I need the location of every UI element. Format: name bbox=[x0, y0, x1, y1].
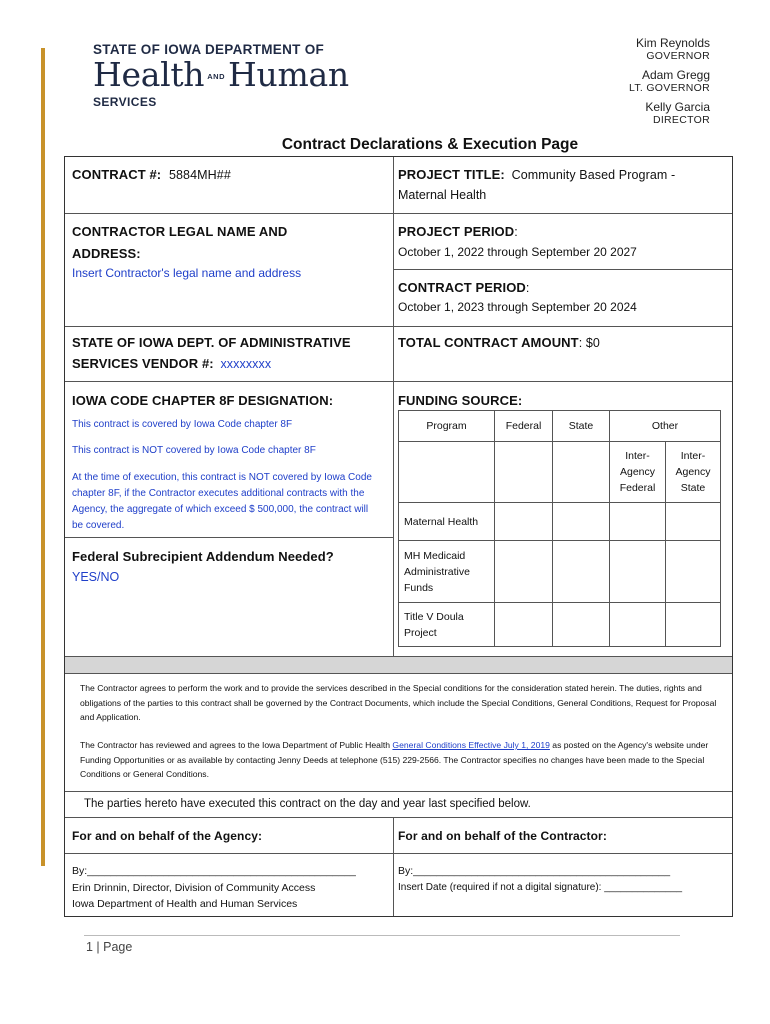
funding-input-ia-state[interactable] bbox=[666, 541, 721, 603]
official-governor bbox=[629, 36, 710, 62]
official-lt-governor bbox=[629, 68, 710, 94]
funding-header-other: Other bbox=[610, 411, 721, 442]
agency-logo bbox=[93, 42, 373, 116]
subrecipient-field[interactable]: YES/NO bbox=[72, 570, 120, 584]
vendor-number-field[interactable]: xxxxxxxx bbox=[220, 357, 272, 371]
official-name: Kim Reynolds bbox=[635, 36, 710, 50]
vendor-number bbox=[72, 356, 271, 371]
funding-program-name: Title V Doula Project bbox=[399, 603, 495, 647]
project-period-label: PROJECT PERIOD bbox=[398, 224, 515, 239]
footer-divider bbox=[84, 935, 680, 936]
row-divider bbox=[65, 326, 732, 327]
funding-input-ia-federal[interactable] bbox=[610, 541, 666, 603]
funding-input-ia-state[interactable] bbox=[666, 603, 721, 647]
funding-input-federal[interactable] bbox=[495, 541, 553, 603]
funding-header-state: State bbox=[553, 411, 610, 442]
contractor-signature-label: For and on behalf of the Contractor: bbox=[398, 829, 607, 843]
funding-input-state[interactable] bbox=[553, 541, 610, 603]
logo-line-3: SERVICES bbox=[93, 95, 157, 109]
row-divider bbox=[65, 791, 732, 792]
funding-row bbox=[399, 541, 721, 603]
project-title-label: PROJECT TITLE: bbox=[398, 167, 505, 182]
project-title bbox=[398, 167, 675, 182]
funding-input-ia-federal[interactable] bbox=[610, 503, 666, 541]
official-name: Adam Gregg bbox=[641, 68, 710, 82]
funding-table bbox=[398, 410, 721, 647]
funding-input-ia-state[interactable] bbox=[666, 503, 721, 541]
funding-source-label: FUNDING SOURCE: bbox=[398, 393, 523, 408]
funding-header-row bbox=[399, 411, 721, 442]
total-amount-value: : $0 bbox=[578, 336, 600, 350]
total-amount-label: TOTAL CONTRACT AMOUNT bbox=[398, 335, 579, 350]
terms-text: as posted on the Agency's website under Funding Opportunities or as available by contacting Jenny Deeds at telephone (515) 229-2566. The Contractor specifies no changes have been made to the Special Conditions or General Conditions. bbox=[80, 740, 709, 779]
iowa-code-option-not-covered[interactable]: This contract is NOT covered by Iowa Code chapter 8F bbox=[72, 445, 316, 456]
funding-input-state[interactable] bbox=[553, 603, 610, 647]
iowa-code-label: IOWA CODE CHAPTER 8F DESIGNATION: bbox=[72, 393, 334, 408]
row-divider-left bbox=[65, 537, 394, 538]
project-title-value-2: Maternal Health bbox=[398, 188, 487, 202]
agency-signer-name: Erin Drinnin, Director, Division of Community Access bbox=[72, 882, 316, 894]
contract-period-value: October 1, 2023 through September 20 2024 bbox=[398, 300, 637, 314]
contract-number bbox=[72, 167, 231, 182]
funding-subheader-row bbox=[399, 442, 721, 503]
funding-program-name: MH Medicaid Administrative Funds bbox=[399, 541, 495, 603]
page-number: 1 | Page bbox=[86, 940, 133, 954]
contract-period: CONTRACT PERIOD: bbox=[398, 280, 530, 295]
executed-statement: The parties hereto have executed this contract on the day and year last specified below. bbox=[84, 798, 531, 810]
row-divider-right bbox=[394, 269, 732, 270]
terms-paragraph-1: The Contractor agrees to perform the work and to provide the services described in the Special conditions for the consideration stated herein. The duties, rights and obligations of the parties to this contract shall be governed by the Contract Documents, which include the Special Conditions, General Conditions, Request for Proposal and Application. bbox=[80, 683, 717, 722]
signature-divider bbox=[393, 817, 394, 916]
iowa-code-option-covered[interactable]: This contract is covered by Iowa Code chapter 8F bbox=[72, 419, 293, 430]
contractor-label-1: CONTRACTOR LEGAL NAME AND bbox=[72, 224, 288, 239]
official-title: DIRECTOR bbox=[652, 114, 710, 126]
official-director bbox=[629, 100, 710, 126]
logo-line-2 bbox=[93, 57, 373, 95]
agency-signature-line[interactable]: By:______________________________________________ bbox=[72, 865, 356, 877]
officials-block bbox=[629, 36, 710, 132]
vendor-label-2: SERVICES VENDOR #: bbox=[72, 356, 214, 371]
gold-accent-bar bbox=[41, 48, 45, 866]
row-divider bbox=[65, 381, 732, 382]
funding-header-federal: Federal bbox=[495, 411, 553, 442]
official-title: GOVERNOR bbox=[646, 50, 710, 62]
funding-cell bbox=[553, 442, 610, 503]
page-title: Contract Declarations & Execution Page bbox=[281, 136, 579, 153]
general-conditions-link[interactable]: General Conditions Effective July 1, 2019 bbox=[392, 740, 550, 750]
funding-cell bbox=[495, 442, 553, 503]
funding-header-interagency-federal: Inter-Agency Federal bbox=[610, 442, 666, 503]
funding-input-federal[interactable] bbox=[495, 603, 553, 647]
logo-health: Health bbox=[93, 55, 205, 94]
row-divider bbox=[65, 817, 732, 818]
project-period-value: October 1, 2022 through September 20 2027 bbox=[398, 245, 637, 259]
terms-text: The Contractor has reviewed and agrees to the Iowa Department of Public Health bbox=[80, 740, 393, 750]
funding-header-program: Program bbox=[399, 411, 495, 442]
official-name: Kelly Garcia bbox=[645, 100, 710, 114]
funding-cell bbox=[399, 442, 495, 503]
contract-period-label: CONTRACT PERIOD bbox=[398, 280, 526, 295]
project-title-value: Community Based Program - bbox=[511, 168, 676, 182]
section-band bbox=[65, 656, 732, 674]
funding-header-interagency-state: Inter-Agency State bbox=[666, 442, 721, 503]
funding-row bbox=[399, 503, 721, 541]
logo-and: AND bbox=[207, 72, 226, 81]
logo-human: Human bbox=[228, 55, 349, 94]
funding-input-ia-federal[interactable] bbox=[610, 603, 666, 647]
contract-number-value: 5884MH## bbox=[168, 168, 231, 182]
contractor-label-2: ADDRESS: bbox=[72, 246, 141, 261]
subrecipient-label: Federal Subrecipient Addendum Needed? bbox=[72, 549, 334, 564]
agency-signer-org: Iowa Department of Health and Human Services bbox=[72, 898, 298, 910]
vendor-label-1: STATE OF IOWA DEPT. OF ADMINISTRATIVE bbox=[72, 335, 351, 350]
funding-input-state[interactable] bbox=[553, 503, 610, 541]
logo-line-1: STATE OF IOWA DEPARTMENT OF bbox=[93, 42, 325, 57]
contractor-date-field[interactable]: Insert Date (required if not a digital signature): ______________ bbox=[398, 882, 683, 893]
funding-input-federal[interactable] bbox=[495, 503, 553, 541]
contractor-name-field[interactable]: Insert Contractor's legal name and address bbox=[72, 266, 302, 280]
row-divider bbox=[65, 853, 732, 854]
contractor-signature-line[interactable]: By:____________________________________________ bbox=[398, 865, 671, 877]
row-divider bbox=[65, 213, 732, 214]
funding-program-name: Maternal Health bbox=[399, 503, 495, 541]
contract-number-label: CONTRACT #: bbox=[72, 167, 162, 182]
iowa-code-option-aggregate[interactable]: At the time of execution, this contract is NOT covered by Iowa Code chapter 8F, if the Contractor executes additional contracts with the Agency, the aggregate of which exceed $ 500,000, the contract will be covered. bbox=[72, 472, 372, 531]
total-contract-amount bbox=[398, 335, 600, 350]
project-period: PROJECT PERIOD: bbox=[398, 224, 518, 239]
agency-signature-label: For and on behalf of the Agency: bbox=[72, 829, 263, 843]
column-divider bbox=[393, 157, 394, 656]
official-title: LT. GOVERNOR bbox=[628, 82, 710, 94]
funding-row bbox=[399, 603, 721, 647]
terms-paragraph-2 bbox=[80, 738, 725, 782]
